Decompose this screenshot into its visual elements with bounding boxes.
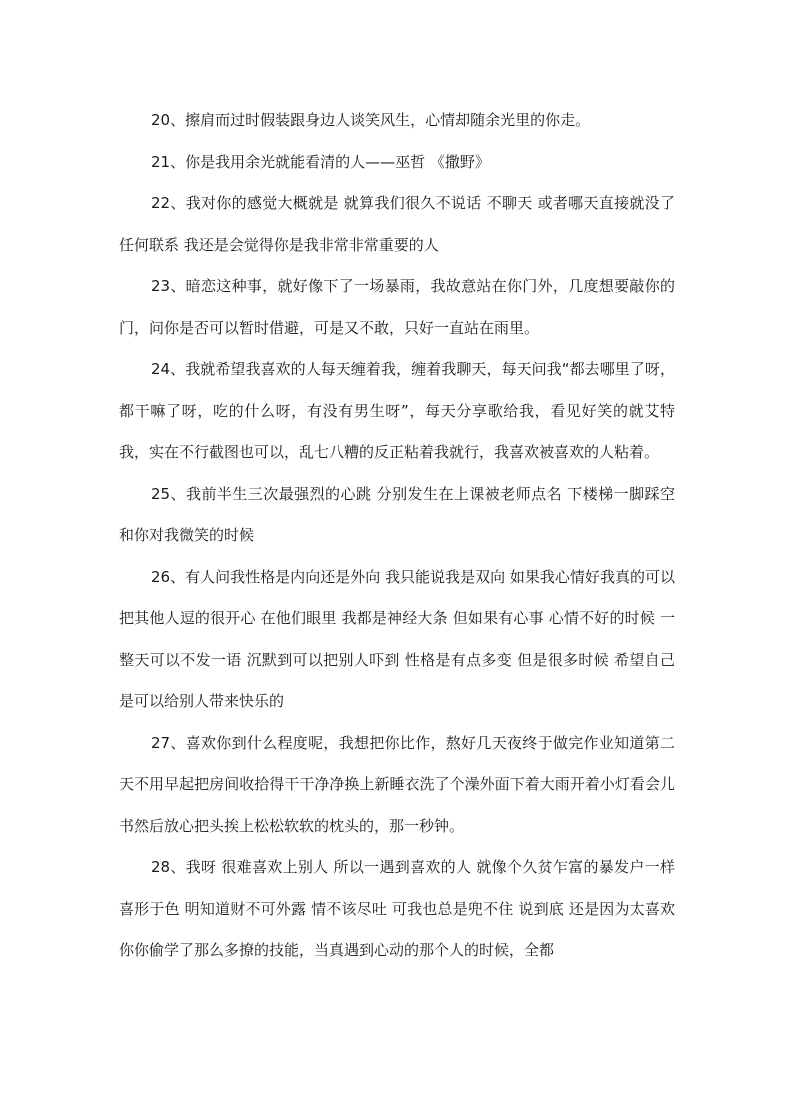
- paragraph-20: 20、擦肩而过时假装跟身边人谈笑风生，心情却随余光里的你走。: [151, 111, 591, 129]
- document-body: [119, 100, 680, 972]
- paragraph-23: 23、暗恋这种事，就好像下了一场暴雨，我故意站在你门外，几度想要敲你的门，问你是否可以暂时借避，可是又不敢，只好一直站在雨里。: [119, 277, 675, 337]
- paragraph-24: 24、我就希望我喜欢的人每天缠着我，缠着我聊天，每天问我“都去哪里了呀，都干嘛了呀，吃的什么呀，有没有男生呀”，每天分享歌给我，看见好笑的就艾特我，实在不行截图也可以，乱七八糟的反正粘着我就行，我喜欢被喜欢的人粘着。: [119, 360, 675, 461]
- paragraph-25: 25、我前半生三次最强烈的心跳 分别发生在上课被老师点名 下楼梯一脚踩空 和你对我微笑的时候: [119, 484, 680, 544]
- paragraph-21: 21、你是我用余光就能看清的人——巫哲 《撒野》: [151, 152, 490, 171]
- paragraph-27: 27、喜欢你到什么程度呢，我想把你比作，熬好几天夜终于做完作业知道第二天不用早起把房间收拾得干干净净换上新睡衣洗了个澡外面下着大雨开着小灯看会儿书然后放心把头挨上松松软软的枕头的，那一秒钟。: [119, 733, 675, 835]
- paragraph-28: 28、我呀 很难喜欢上别人 所以一遇到喜欢的人 就像个久贫乍富的暴发户一样喜形于色 明知道财不可外露 情不该尽吐 可我也总是兜不住 说到底 还是因为太喜欢你你偷学了那么多撩的技能，当真遇到心动的那个人的时候，全都: [119, 858, 675, 959]
- paragraph-26: 26、有人问我性格是内向还是外向 我只能说我是双向 如果我心情好我真的可以把其他人逗的很开心 在他们眼里 我都是神经大条 但如果有心事 心情不好的时候 一整天可以不发一语 沉默到可以把别人吓到 性格是有点多变 但是很多时候 希望自己是可以给别人带来快乐的: [119, 567, 675, 710]
- paragraph-22: 22、我对你的感觉大概就是 就算我们很久不说话 不聊天 或者哪天直接就没了任何联系 我还是会觉得你是我非常非常重要的人: [119, 194, 675, 254]
